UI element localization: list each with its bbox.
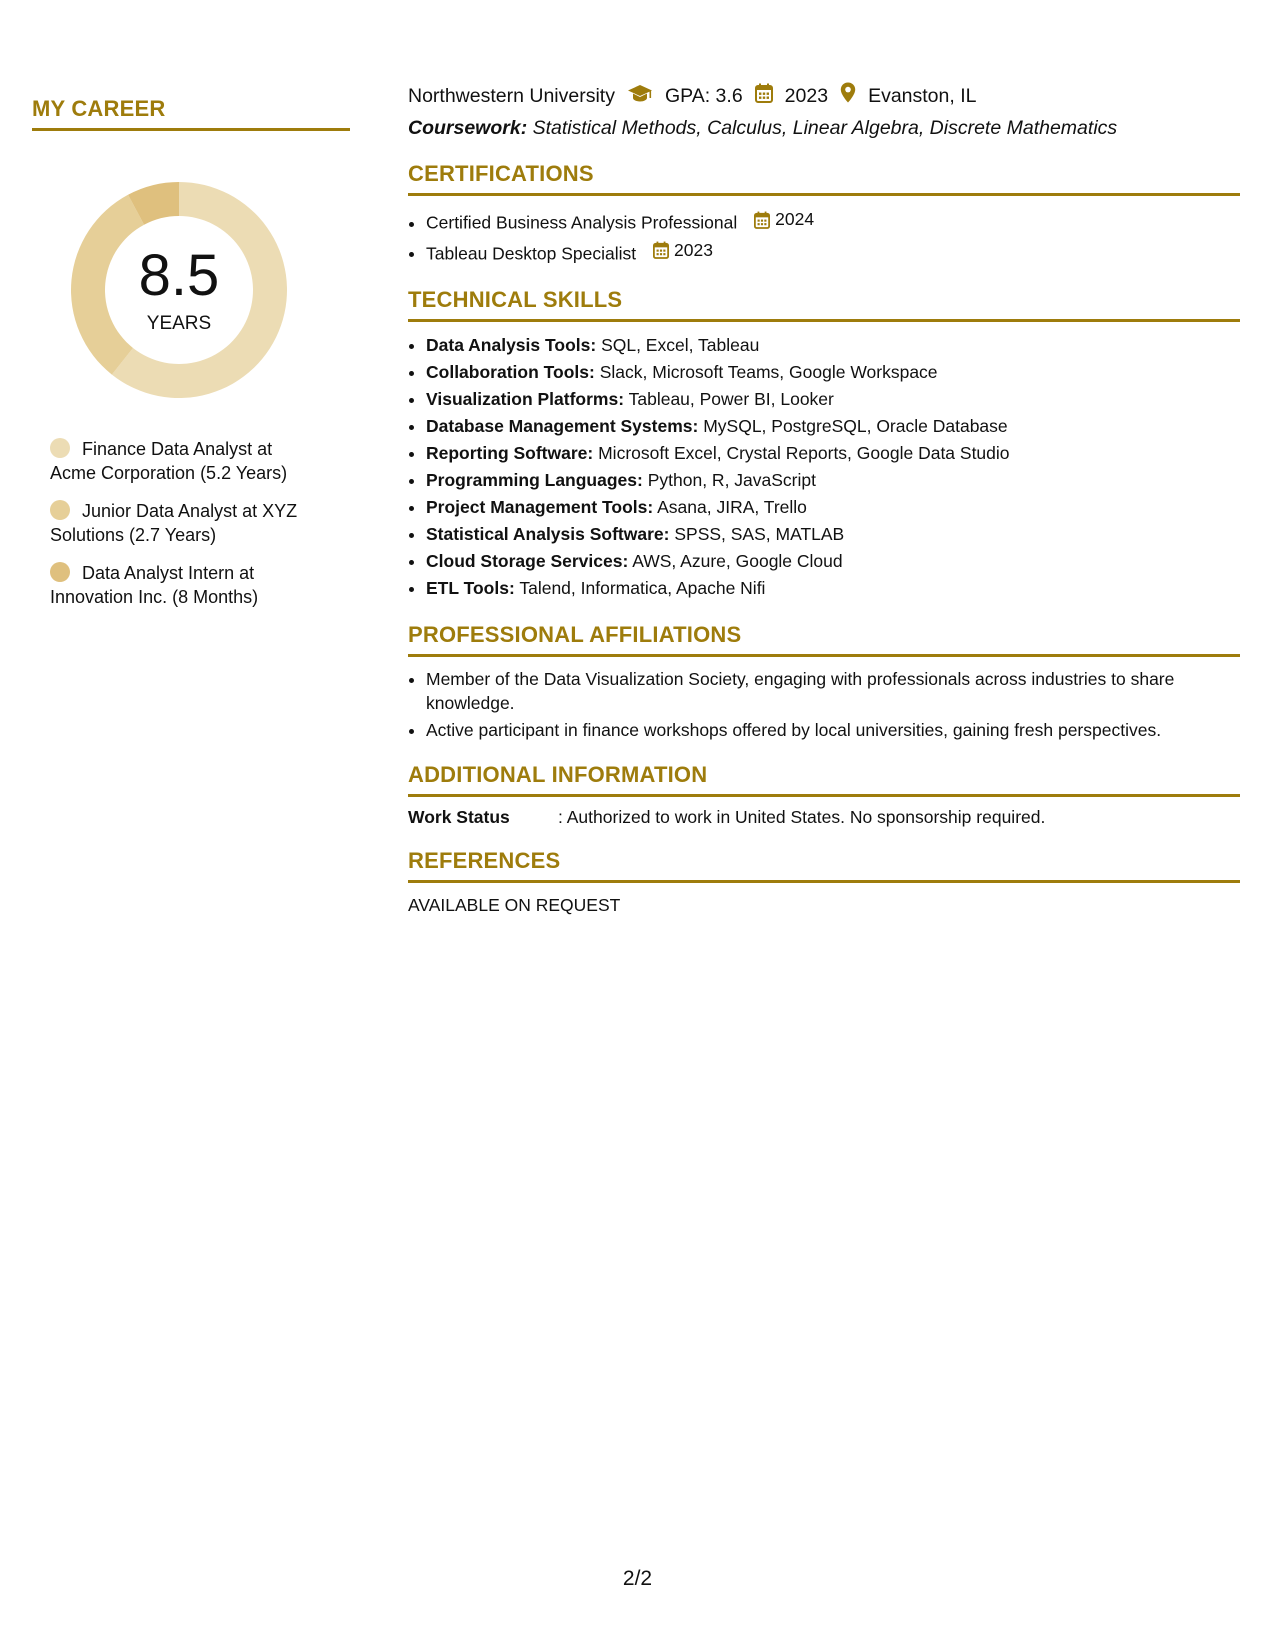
- skill-value: MySQL, PostgreSQL, Oracle Database: [703, 416, 1008, 436]
- career-title: MY CAREER: [32, 96, 350, 131]
- legend-item-3: [50, 561, 320, 609]
- skill-label: Data Analysis Tools:: [426, 335, 597, 355]
- skill-value: Slack, Microsoft Teams, Google Workspace: [599, 362, 938, 382]
- calendar-icon: [754, 211, 770, 229]
- list-item: [426, 332, 1240, 359]
- skill-label: Visualization Platforms:: [426, 389, 625, 409]
- additional-title: ADDITIONAL INFORMATION: [408, 762, 1240, 797]
- skill-value: SQL, Excel, Tableau: [601, 335, 760, 355]
- page-number: 2/2: [622, 1567, 653, 1590]
- list-item: [426, 440, 1240, 467]
- skill-label: Project Management Tools:: [426, 497, 654, 517]
- legend-dot-1: [50, 438, 70, 458]
- skill-value: Tableau, Power BI, Looker: [628, 389, 834, 409]
- list-item: [426, 206, 1240, 237]
- skills-section: [408, 287, 1240, 602]
- skill-label: Cloud Storage Services:: [426, 551, 629, 571]
- calendar-icon: [755, 83, 773, 110]
- coursework-label: Coursework:: [408, 117, 528, 139]
- list-item: [426, 467, 1240, 494]
- list-item: [426, 386, 1240, 413]
- skill-value: AWS, Azure, Google Cloud: [632, 551, 843, 571]
- references-title: REFERENCES: [408, 848, 1240, 883]
- skill-label: Programming Languages:: [426, 470, 643, 490]
- legend-label-2: Junior Data Analyst at XYZ Solutions (2.7 Years): [50, 501, 298, 545]
- calendar-icon: [653, 241, 669, 259]
- career-legend: [32, 437, 352, 609]
- list-item: [426, 237, 1240, 268]
- legend-dot-2: [50, 500, 70, 520]
- list-item: • Member of the Data Visualization Society, engaging with professionals across industries to share knowledge.: [426, 667, 1240, 715]
- certification-name: Certified Business Analysis Professional: [426, 212, 738, 233]
- work-status-value: : Authorized to work in United States. No sponsorship required.: [558, 807, 1046, 827]
- legend-item-2: [50, 499, 320, 547]
- map-pin-icon: [840, 82, 856, 110]
- legend-item-1: [50, 437, 320, 485]
- skill-value: Talend, Informatica, Apache Nifi: [519, 578, 766, 598]
- graduation-cap-icon: [627, 83, 653, 110]
- legend-dot-3: [50, 562, 70, 582]
- work-status-row: [408, 807, 1240, 828]
- coursework: [408, 115, 1240, 141]
- affiliations-section: [408, 622, 1240, 742]
- references-section: [408, 848, 1240, 916]
- total-years-unit: YEARS: [146, 313, 212, 334]
- list-item: [426, 413, 1240, 440]
- skill-label: ETL Tools:: [426, 578, 515, 598]
- additional-section: [408, 762, 1240, 828]
- gpa: GPA: 3.6: [664, 85, 743, 107]
- graduation-year: 2023: [784, 85, 829, 107]
- skills-title: TECHNICAL SKILLS: [408, 287, 1240, 322]
- list-item: [426, 575, 1240, 602]
- references-text: AVAILABLE ON REQUEST: [408, 895, 621, 915]
- skill-label: Reporting Software:: [426, 443, 594, 463]
- legend-label-3: Data Analyst Intern at Innovation Inc. (8 Months): [50, 563, 259, 607]
- skill-label: Collaboration Tools:: [426, 362, 595, 382]
- certification-name: Tableau Desktop Specialist: [426, 243, 637, 263]
- skills-list: [408, 332, 1240, 602]
- skill-label: Statistical Analysis Software:: [426, 524, 670, 544]
- skill-value: Microsoft Excel, Crystal Reports, Google Data Studio: [598, 443, 1010, 463]
- certifications-list: [408, 206, 1240, 267]
- list-item: [426, 548, 1240, 575]
- donut-center: [64, 175, 294, 405]
- legend-label-1: Finance Data Analyst at Acme Corporation (5.2 Years): [50, 439, 288, 483]
- skill-value: Asana, JIRA, Trello: [657, 497, 807, 517]
- work-status-label: Work Status: [408, 807, 510, 827]
- list-item: [426, 359, 1240, 386]
- skill-value: Python, R, JavaScript: [647, 470, 816, 490]
- main-column: [408, 82, 1240, 916]
- certification-year: 2023: [674, 239, 713, 260]
- school-name: Northwestern University: [408, 85, 615, 107]
- skill-label: Database Management Systems:: [426, 416, 699, 436]
- certification-year: 2024: [775, 209, 815, 229]
- education-line: [408, 82, 1240, 110]
- certifications-section: [408, 161, 1240, 267]
- affiliations-list: [408, 667, 1240, 742]
- affiliations-title: PROFESSIONAL AFFILIATIONS: [408, 622, 1240, 657]
- school-location: Evanston, IL: [868, 85, 977, 107]
- certifications-title: CERTIFICATIONS: [408, 161, 1240, 196]
- list-item: [426, 494, 1240, 521]
- coursework-list: Statistical Methods, Calculus, Linear Algebra, Discrete Mathematics: [532, 117, 1118, 139]
- career-column: [32, 96, 352, 623]
- career-donut-chart: [64, 175, 294, 405]
- list-item: • Active participant in finance workshops offered by local universities, gaining fresh perspectives.: [426, 718, 1240, 742]
- list-item: [426, 521, 1240, 548]
- total-years-value: 8.5: [138, 243, 220, 308]
- skill-value: SPSS, SAS, MATLAB: [674, 524, 845, 544]
